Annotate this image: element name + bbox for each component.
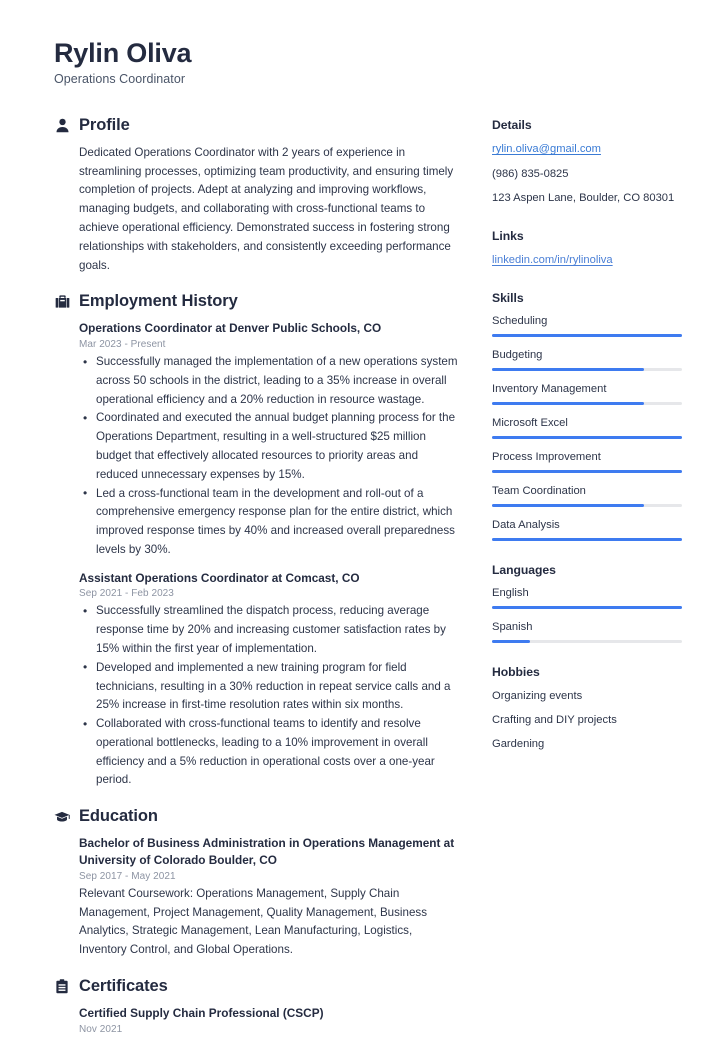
section-employment (54, 292, 458, 790)
skill-meter-fill (492, 402, 644, 405)
skill-meter-track (492, 504, 682, 507)
section-certificates-header (54, 977, 458, 996)
skill-item (492, 450, 682, 473)
section-employment-header (54, 292, 458, 311)
address-line: 123 Aspen Lane, Boulder, CO 80301 (492, 192, 675, 205)
section-education-title: Education (79, 807, 158, 826)
skill-label: Budgeting (492, 349, 543, 362)
section-employment-title: Employment History (79, 292, 238, 311)
certificate-entry (79, 1005, 458, 1035)
profile-text: Dedicated Operations Coordinator with 2 years of experience in streamlining processes, optimizing team productivity, and ensuring timely completion of projects. Adept at analyzing and improving workflows, managing budgets, and collaborating with cross-functional teams to achieve operational efficiency. Demonstrated success in fostering strong relationships with stakeholders, and consistently exceeding performance goals. (79, 145, 454, 272)
skill-meter-fill (492, 334, 682, 337)
sidebar-skills (492, 291, 682, 541)
employment-entry-title: Operations Coordinator at Denver Public Schools, CO (79, 321, 382, 336)
phone-number: (986) 835-0825 (492, 167, 569, 180)
skill-meter-fill (492, 504, 644, 507)
section-certificates-body (54, 1005, 458, 1035)
education-entry-title: Bachelor of Business Administration in Operations Management at University of Colorado Boulder, CO (79, 836, 455, 867)
skill-meter-fill (492, 470, 682, 473)
certificate-entry-title: Certified Supply Chain Professional (CSCP) (79, 1005, 324, 1020)
section-profile-header (54, 116, 458, 135)
certificate-entry-date: Nov 2021 (79, 1023, 123, 1035)
language-item (492, 586, 682, 609)
language-label: English (492, 587, 529, 600)
list-item: • Led a cross-functional team in the development and roll-out of a comprehensive emergency response plan for the entire district, which improved response times by 40% and increased overall preparedness levels by 30%. (79, 485, 458, 560)
list-item: • Developed and implemented a new training program for field technicians, resulting in a 30% reduction in repeat service calls and a 25% increase in first-time resolution rates within six months. (79, 659, 458, 715)
language-meter-track (492, 640, 682, 643)
sidebar-languages-title: Languages (492, 563, 556, 578)
sidebar-column (492, 116, 682, 775)
sidebar-details (492, 118, 682, 207)
hobby-item: Gardening (492, 737, 545, 750)
sidebar-links-title: Links (492, 229, 524, 244)
sidebar-languages (492, 563, 682, 643)
skill-label: Data Analysis (492, 519, 560, 532)
skill-item (492, 382, 682, 405)
section-profile (54, 116, 458, 275)
skill-meter-track (492, 470, 682, 473)
language-item (492, 620, 682, 643)
skill-meter-track (492, 368, 682, 371)
sidebar-hobbies (492, 665, 682, 752)
skill-meter-track (492, 334, 682, 337)
section-profile-title: Profile (79, 115, 130, 134)
briefcase-icon (54, 294, 70, 310)
candidate-name: Rylin Oliva (54, 38, 192, 68)
sidebar-links (492, 229, 682, 269)
skill-meter-fill (492, 368, 644, 371)
sidebar-hobbies-title: Hobbies (492, 665, 540, 680)
skill-label: Scheduling (492, 315, 548, 328)
list-item: • Successfully streamlined the dispatch process, reducing average response time by 20% and increasing customer satisfaction rates by 15% within the first year of implementation. (79, 602, 458, 658)
section-education-body (54, 835, 458, 960)
employment-entry-date: Mar 2023 - Present (79, 339, 166, 351)
hobby-item: Crafting and DIY projects (492, 713, 617, 726)
employment-entry-date: Sep 2021 - Feb 2023 (79, 588, 174, 600)
skill-item (492, 484, 682, 507)
employment-entry (79, 320, 458, 559)
skill-meter-fill (492, 538, 682, 541)
list-item: • Coordinated and executed the annual budget planning process for the Operations Department, resulting in a well-structured $25 million budget that effectively allocated resources to priority areas and reduced unnecessary expenses by 15%. (79, 409, 458, 484)
skill-item (492, 314, 682, 337)
section-certificates (54, 977, 458, 1035)
skill-label: Team Coordination (492, 485, 586, 498)
employment-entry (79, 570, 458, 791)
skill-item (492, 416, 682, 439)
skill-label: Inventory Management (492, 383, 607, 396)
skill-item (492, 518, 682, 541)
list-item: • Successfully managed the implementation of a new operations system across 50 schools in the district, leading to a 35% increase in overall operational efficiency and a 20% reduction in resource wastage. (79, 353, 458, 409)
language-meter-fill (492, 640, 530, 643)
resume-header (54, 38, 680, 86)
clipboard-icon (54, 978, 70, 994)
education-entry (79, 835, 458, 960)
education-entry-description: Relevant Coursework: Operations Management, Supply Chain Management, Project Management, Quality Management, Business Analytics, Strategic Management, Lean Manufacturing, Logistics, Inventory Control, and Global Operations. (79, 886, 427, 957)
language-meter-fill (492, 606, 682, 609)
education-entry-date: Sep 2017 - May 2021 (79, 870, 176, 882)
sidebar-details-title: Details (492, 117, 532, 132)
section-education-header (54, 807, 458, 826)
employment-entry-bullets (79, 353, 458, 560)
employment-entry-title: Assistant Operations Coordinator at Comcast, CO (79, 570, 360, 585)
section-profile-body (54, 144, 458, 275)
main-column (54, 116, 458, 1052)
list-item: • Collaborated with cross-functional teams to identify and resolve operational bottlenecks, leading to a 10% improvement in overall efficiency and a 5% reduction in operational costs over a one-year period. (79, 715, 458, 790)
skill-label: Process Improvement (492, 451, 601, 464)
section-certificates-title: Certificates (79, 976, 168, 995)
email-link[interactable]: rylin.oliva@gmail.com (492, 142, 601, 155)
graduation-cap-icon (54, 809, 70, 825)
language-meter-track (492, 606, 682, 609)
section-education (54, 807, 458, 960)
language-label: Spanish (492, 621, 533, 634)
sidebar-skills-title: Skills (492, 291, 524, 306)
resume-body (54, 116, 680, 1052)
skill-meter-track (492, 436, 682, 439)
employment-entry-bullets (79, 602, 458, 790)
linkedin-link[interactable]: linkedin.com/in/rylinoliva (492, 254, 613, 267)
skill-item (492, 348, 682, 371)
skill-meter-track (492, 402, 682, 405)
candidate-job-title: Operations Coordinator (54, 71, 186, 86)
skill-meter-track (492, 538, 682, 541)
hobby-item: Organizing events (492, 690, 583, 703)
skill-meter-fill (492, 436, 682, 439)
skill-label: Microsoft Excel (492, 417, 568, 430)
person-icon (54, 117, 70, 133)
section-employment-body (54, 320, 458, 790)
